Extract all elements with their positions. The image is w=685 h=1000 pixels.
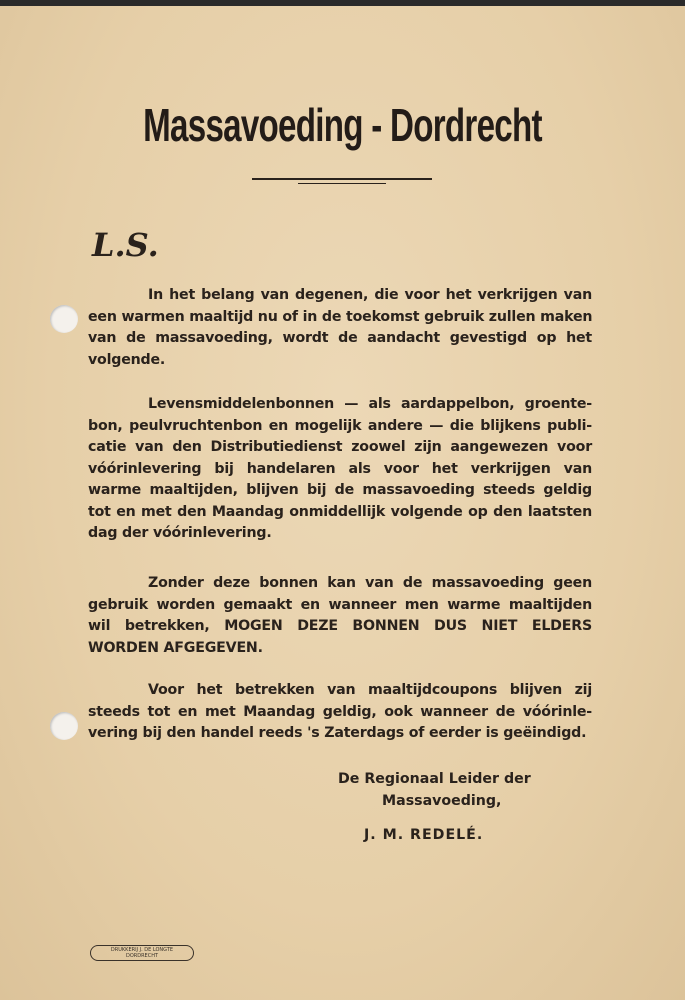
text-line: Levensmiddelenbonnen — als aardappelbon, groente- bbox=[148, 396, 592, 412]
salutation: L.S. bbox=[92, 226, 159, 264]
printer-name: DRUKKERIJ J. DE LONGTE bbox=[110, 947, 174, 953]
paragraph-3 bbox=[88, 573, 592, 659]
text-line: WORDEN AFGEGEVEN. bbox=[88, 639, 263, 656]
text-line: dag der vóórinlevering. bbox=[88, 525, 272, 541]
punch-hole bbox=[50, 305, 78, 333]
text-line: Voor het betrekken van maaltijdcoupons blijven zij bbox=[148, 682, 592, 698]
document-title: Massavoeding - Dordrecht bbox=[143, 99, 542, 151]
printer-city: DORDRECHT bbox=[125, 953, 159, 959]
title-rule-short bbox=[298, 183, 386, 184]
text-line: volgende. bbox=[88, 351, 166, 368]
signature-org: Massavoeding, bbox=[382, 793, 502, 809]
text-line: vering bij den handel reeds 's Zaterdags of eerder is geëindigd. bbox=[88, 725, 587, 741]
text-line: van de massavoeding, wordt de aandacht gevestigd op het bbox=[88, 330, 592, 346]
printer-stamp bbox=[90, 945, 194, 961]
text-line: tot en met den Maandag onmiddellijk volgende op den laatsten bbox=[88, 503, 592, 520]
signature-name: J. M. REDELÉ. bbox=[364, 827, 484, 843]
text-line: gebruik worden gemaakt en wanneer men warme maaltijden bbox=[88, 596, 592, 613]
title-rule bbox=[252, 178, 432, 180]
text-line: Zonder deze bonnen kan van de massavoeding geen bbox=[148, 575, 592, 591]
text-line: In het belang van degenen, die voor het verkrijgen van bbox=[148, 287, 592, 303]
text-line: wil betrekken, MOGEN DEZE BONNEN DUS NIET ELDERS bbox=[88, 618, 592, 634]
text-line: catie van den Distributiedienst zoowel zijn aangewezen voor bbox=[88, 439, 592, 455]
paragraph-4 bbox=[88, 680, 592, 745]
paragraph-2 bbox=[88, 394, 592, 545]
signature-role: De Regionaal Leider der bbox=[338, 771, 531, 787]
scan-edge bbox=[0, 0, 685, 6]
text-line: warme maaltijden, blijven bij de massavoeding steeds geldig bbox=[88, 482, 592, 498]
text-line: bon, peulvruchtenbon en mogelijk andere — die blijkens publi- bbox=[88, 417, 592, 434]
paragraph-1 bbox=[88, 285, 592, 371]
text-line: vóórinlevering bij handelaren als voor het verkrijgen van bbox=[88, 460, 592, 477]
text-line: steeds tot en met Maandag geldig, ook wanneer de vóórinle- bbox=[88, 703, 592, 720]
text-line: een warmen maaltijd nu of in de toekomst gebruik zullen maken bbox=[88, 308, 593, 325]
punch-hole bbox=[50, 712, 78, 740]
